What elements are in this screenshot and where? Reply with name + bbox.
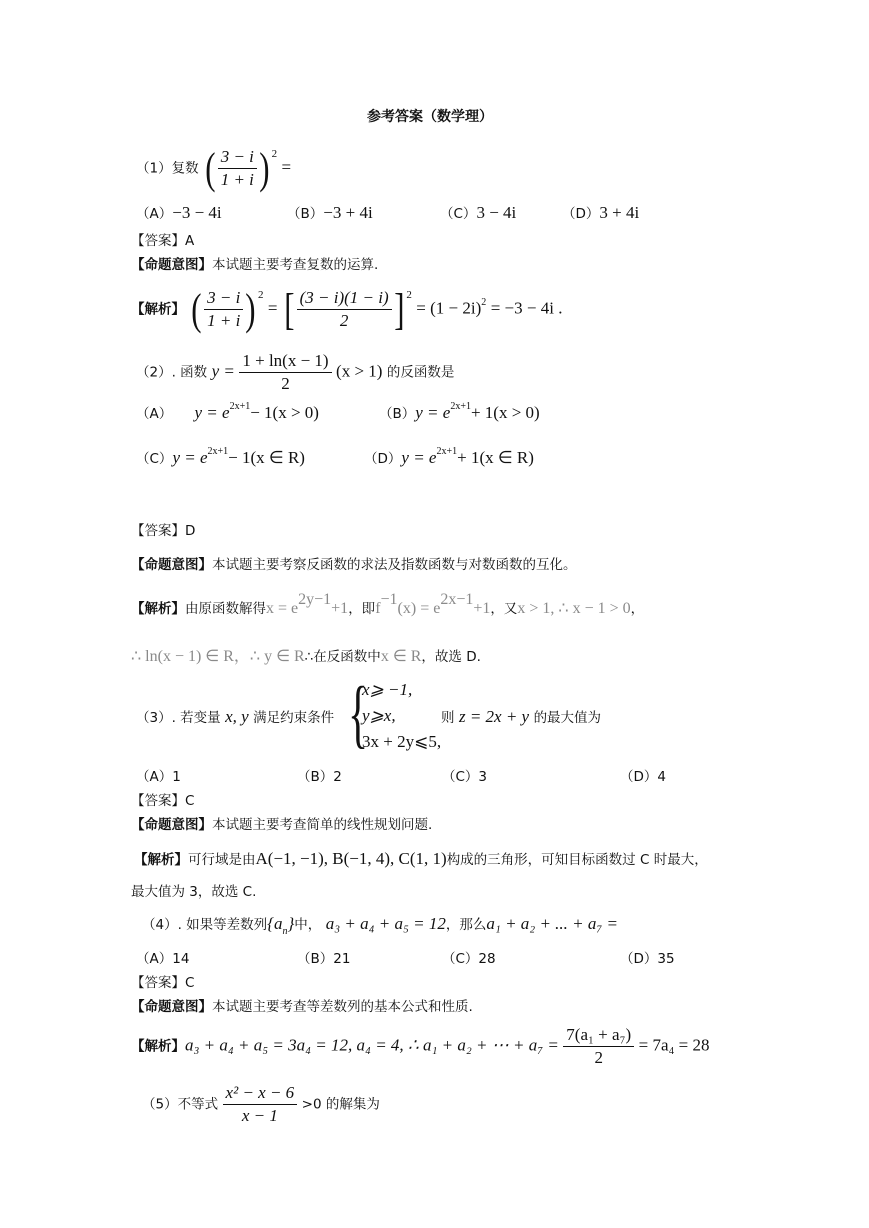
question-4-analysis: 【解析】a₃ + a₄ + a₅ = 3a₄ = 12, a₄ = 4, ∴ a₁ + a₂ + ⋯ + a₇ = $\frac{\text{7(a₁ + a₇)}}{2}$ = 7a₄ = 28 [131,1025,710,1067]
question-2-option-a: （A） $y = e^{2x+1}- 1(x > 0)$ [136,401,319,422]
question-2-option-c: $(C)y = e^{2x+1}- 1(x$ ∈ R) [136,446,305,467]
question-4-option-b: （B）21 [297,951,351,967]
question-3: （3）. 若变量 x, y 满足约束条件 [136,707,335,726]
question-1-intent: 【命题意图】本试题主要考查复数的运算. [131,257,379,273]
question-5-fraction: $\frac{\text{x² − x − 6}}{x - 1}$ [223,1082,298,1127]
question-1-option-b: （B）−3 + 4i [287,203,373,222]
question-4-intent: 【命题意图】本试题主要考查等差数列的基本公式和性质. [131,999,473,1015]
question-1-option-c: （C）3 − 4i [440,203,517,222]
question-4-option-a: （A）14 [136,951,190,967]
question-3-analysis-line-1: 【解析】可行域是由A(−1, −1), B(−1, 4), C(1, 1)构成的三角形，可知目标函数过 C 时最大， [134,849,708,868]
question-2-analysis-line-2: ∴ ln(x − 1) ∈ R，∴ y ∈ R∴在反函数中x ∈ R，故选 D. [131,648,481,665]
question-2-answer: 【答案】D [131,523,196,539]
question-1-label: （1）复数 [136,160,199,177]
question-3-option-c: （C）3 [442,769,488,785]
question-1: （1）复数 ( $\frac{3 - i}{1 + i}$ ) $^2$ = [136,143,292,193]
question-1-answer: 【答案】A [131,233,195,249]
question-4-option-c: （C）28 [442,951,496,967]
question-3-option-b: （B）2 [297,769,342,785]
question-1-option-d: （D）3 + 4i [562,203,640,222]
question-1-analysis: 【解析】 ( $\frac{3 - i}{1 + i}$ ) $^2$ = [ $\frac{(3 - i)(1 - i)}{2}$ ] $^2 = (1 - 2i)^2 = -3 - 4i$ . [131,284,563,334]
question-3-option-d: （D）4 [620,769,666,785]
question-5: （5）不等式 $\frac{\text{x² − x − 6}}{x - 1}$ >0 的解集为 [142,1083,380,1125]
question-3-objective: 则 z = 2x + y 的最大值为 [441,707,602,726]
question-2-intent: 【命题意图】本试题主要考察反函数的求法及指数函数与对数函数的互化。 [131,557,577,573]
question-3-intent: 【命题意图】本试题主要考查简单的线性规划问题. [131,817,433,833]
question-3-answer: 【答案】C [131,793,195,809]
question-2-fraction: $\frac{1 + \ln(x - 1)}{2}$ [239,350,331,395]
question-4: （4）. 如果等差数列$\{a_n\}$中， a₃ + a₄ + a₅ = 12，那么a₁ + a₂ + ... + a₇ = [142,914,619,937]
question-1-option-a: （A）−3 − 4i [136,203,222,222]
question-4-option-d: （D）35 [620,951,675,967]
question-2-option-d: $(D)y = e^{2x+1}+ 1(x$ ∈ R) [364,446,534,467]
question-2-analysis-line-1: 【解析】由原函数解得x = e2y−1+1，即f−1(x) = e2x−1+1，又x > 1, ∴ x − 1 > 0， [131,591,645,617]
question-2-option-b: $(B)y = e^{2x+1}+ 1(x > 0)$ [379,401,540,422]
question-4-answer: 【答案】C [131,975,195,991]
question-3-option-a: （A）1 [136,769,181,785]
constraint-system: { x⩾ −1, y⩾x, 3x + 2y⩽5, [348,672,442,756]
page-title: 参考答案（数学理） [367,109,493,125]
question-3-analysis-line-2: 最大值为 3，故选 C. [131,884,257,900]
question-1-fraction: $\frac{3 - i}{1 + i}$ [218,146,257,191]
question-2: （2）. 函数 y = $\frac{1 + \ln(x - 1)}{2}$ (x > 1) 的反函数是 [136,351,455,393]
